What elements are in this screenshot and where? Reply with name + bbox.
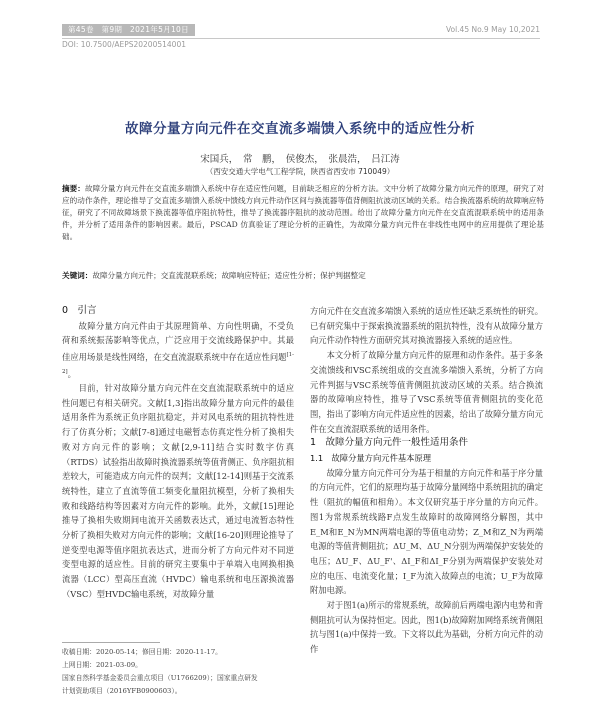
intro-paragraph-1	[62, 319, 294, 381]
affiliation: （西安交通大学电气工程学院，陕西省西安市 710049）	[205, 167, 395, 176]
keywords-label: 关键词：	[62, 271, 93, 280]
keywords	[62, 270, 544, 282]
principle-paragraph-2: 对于图1(a)所示的常规系统，故障前后两端电源内电势和背侧阻抗可认为保持恒定。因此，图1(b)故障附加网络系统背侧阻抗与图1(a)中保持一致。下文将以此为基础，分析方向元件的动作	[310, 600, 543, 655]
intro-paragraph-4: 本文分析了故障分量方向元件的原理和动作条件。基于多条交流馈线和VSC系统组成的交直流多端馈入系统，分析了方向元件判据与VSC系统等值背侧阻抗波动区域的关系。结合换流器的故障响应特性，推导了VSC系统等值背侧阻抗的变化范围，指出了影响方向元件适应性的因素，给出了故障分量方向元件在交直流混联系统的适用条件。	[310, 350, 543, 434]
doi-line: DOI: 10.7500/AEPS20200514001	[62, 40, 186, 49]
right-column	[310, 304, 543, 657]
abstract-text: 故障分量方向元件在交直流多端馈入系统中存在适应性问题，目前缺乏相应的分析方法。文中分析了故障分量方向元件的原理，研究了对应的动作条件，理论推导了交直流多端馈入系统中馈线方向元件动作区间与换流器等值背侧阻抗波动区域的关系。结合换流器系统的故障响应特征，研究了不同故障场景下换流器等值序阻抗特性，推导了换流器序阻抗的波动范围。给出了故障分量方向元件在交直流混联系统中的适用条件，并分析了适用条件的影响因素。最后，PSCAD 仿真验证了理论分析的正确性，为故障分量方向元件在非线性电网中的应用提供了理论基础。	[62, 184, 545, 241]
footnote-divider	[62, 642, 160, 643]
section-1-heading: 1 故障分量方向元件一般性适用条件	[310, 437, 469, 449]
abstract	[62, 183, 544, 243]
left-column	[62, 304, 294, 602]
journal-volume-info: Vol.45 No.9 May 10,2021	[445, 25, 540, 34]
principle-paragraph-1: 故障分量方向元件可分为基于相量的方向元件和基于序分量的方向元件，它们的原理均基于故障分量网络中系统阻抗的确定性（阻抗的幅值和相角）。本文仅研究基于序分量的方向元件。图1为常规系统线路F点发生故障时的故障网络分解图，其中E_M和E_N为MN两端电源的等值电动势；Z_M和Z_N为两端电源的等值背侧阻抗；ΔU_M、ΔU_N分别为两端保护安装处的电压；ΔU_F、ΔU_F'、ΔI_F和ΔI_F分别为两端保护安装处对应的电压、电流变化量；I_F为流入故障点的电流；U_F为故障附加电源。	[310, 467, 543, 596]
keywords-text: 故障分量方向元件；交直流混联系统；故障响应特征；适应性分析；保护判据整定	[92, 271, 366, 280]
intro-paragraph-3: 方向元件在交直流多端馈入系统的适应性还缺乏系统性的研究。已有研究集中于探索换流器系统的阻抗特性，没有从故障分量方向元件动作特性方面研究其对换流器接入系统的适应性。	[310, 306, 543, 346]
intro-paragraph-1-text: 故障分量方向元件由于其原理简单、方向性明确，不受负荷和系统振荡影响等优点，广泛应用于交流线路保护中。其最佳应用场景是线性网络，在交直流混联系统中存在适应性问题	[62, 320, 294, 362]
footnote-fund-1: 国家自然科学基金委员会重点项目（U1766209）；国家重点研发	[62, 674, 258, 682]
abstract-label: 摘要：	[62, 184, 85, 193]
footnotes	[62, 646, 294, 698]
author-list: 宋国兵， 常 鹏， 侯俊杰， 张晨浩， 吕江涛	[200, 154, 400, 165]
header-divider	[62, 38, 540, 39]
footnote-fund-2: 计划资助项目（2016YFB0900603）。	[62, 687, 182, 695]
footnote-online: 上网日期：2021-03-09。	[62, 661, 142, 669]
citation-ref: [1-2]	[62, 352, 294, 375]
intro-paragraph-1-end: 。	[67, 368, 76, 379]
intro-paragraph-2: 目前，针对故障分量方向元件在交直流混联系统中的适应性问题已有相关研究。文献[1,3]指出故障分量方向元件的最佳适用条件为系统正负序阻抗稳定，并对风电系统的阻抗特性进行了仿真分析；文献[7-8]通过电磁暂态仿真定性分析了换相失败对方向元件的影响；文献[2,9-11]结合实时数字仿真（RTDS）试验指出故障时换流器系统等值背侧正、负序阻抗相差较大，可能造成方向元件的误判；文献[12-14]则基于交流系统特性，建立了直流等值工频变化量阻抗模型，分析了换相失败和线路结构等因素对方向元件的影响。此外，文献[15]理论推导了换相失败期间电流开关函数表达式，通过电流暂态特性分析了换相失败对方向元件的影响；文献[16-20]则理论推导了逆变型电源等值序阻抗表达式，进而分析了方向元件对不同逆变型电源的适应性。目前的研究主要集中于单端入电网换相换流器（LCC）型高压直流（HVDC）输电系统和电压源换流器（VSC）型HVDC输电系统，对故障分量	[62, 383, 294, 599]
paper-title: 故障分量方向元件在交直流多端馈入系统中的适应性分析	[125, 121, 475, 137]
section-1-1-heading: 1.1 故障分量方向元件基本原理	[310, 453, 432, 464]
journal-issue-banner: 第45卷 第9期 2021年5月10日	[62, 24, 195, 36]
footnote-received: 收稿日期：2020-05-14；修回日期：2020-11-17。	[62, 648, 222, 656]
section-0-heading: 0 引言	[62, 305, 97, 316]
